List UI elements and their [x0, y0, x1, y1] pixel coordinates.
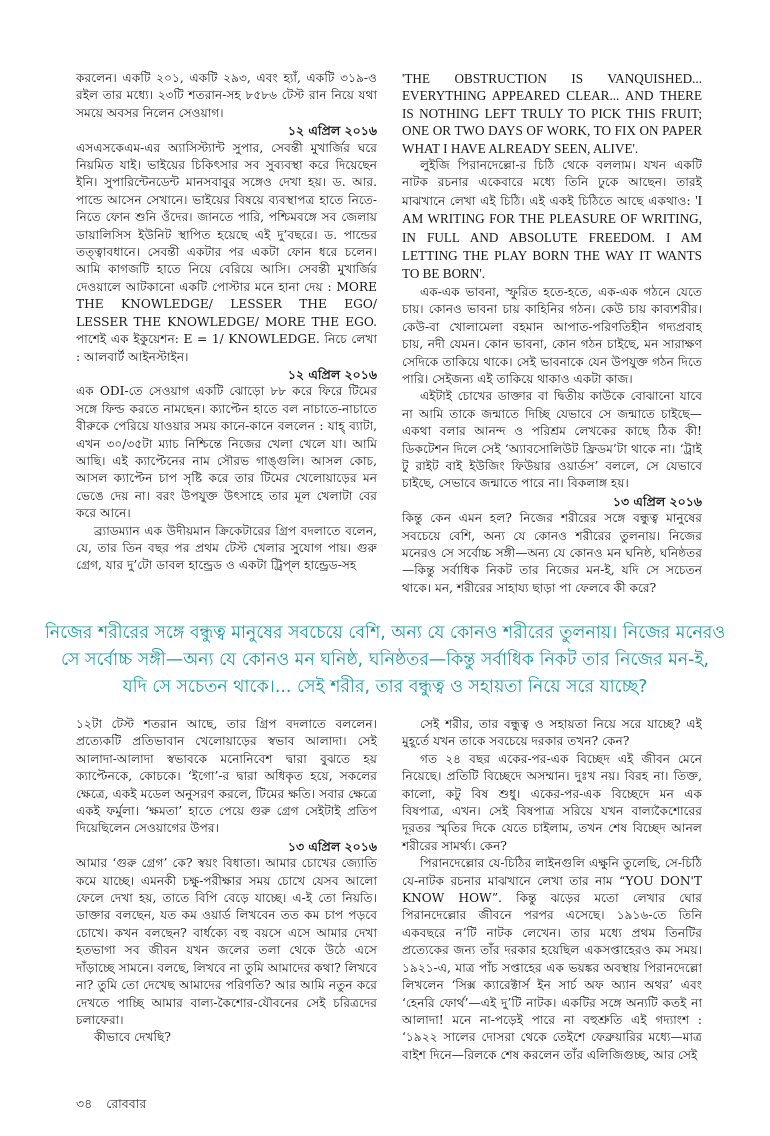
- paragraph: আমার ‘গুরু গ্রেগ’ কে? স্বয়ং বিধাতা। আমার চোখের জ্যোতি কমে যাচ্ছে। এমনকী চক্ষু-পরীক্ষার সময় চোখে যেসব আলো ফেলে দেখা হয়, তাতে বিপি বেড়ে যাচ্ছে। এ-ই তো নিয়তি। ডাক্তার বলছেন, যত কম ওয়ার্ড লিখবেন তত কম চাপ পড়বে চোখে। কখন বলছেন? বার্ধক্যে বহু বয়সে এসে আমার দেখা হতভাগা সব জীবন যখন জলের তলা থেকে উঠে এসে দাঁড়াচ্ছে সামনে। বলছে, লিখবে না তুমি আমাদের কথা? লিখবে না? তুমি তো দেখেছ আমাদের পরিণতি? আর আমি নতুন করে দেখতে পাচ্ছি আমার বাল্য-কৈশোর-যৌবনের সেই চরিত্রদের চলাফেরা।: [76, 856, 377, 1027]
- paragraph: করলেন। একটি ২০১, একটি ২৯৩, এবং হ্যাঁ, একটি ৩১৯-ও রইল তার মধ্যে। ২৩টি শতরান-সহ ৮৫৮৬ টেস্ট রান নিয়ে যথা সময়ে অবসর নিলেন সেওয়াগ।: [76, 71, 377, 120]
- paragraph: [402, 157, 702, 284]
- paragraph: এক-এক ভাবনা, স্ফুরিত হতে-হতে, এক-এক গঠনে যেতে চায়। কোনও ভাবনা চায় কাহিনির গঠন। কেউ চায় কাব্যশরীর। কেউ-বা খোলামেলা বহমান আপাত-পরিণতিহীন গদ্যপ্রবাহ চায়, নদী যেমন। কোন ভাবনা, কোন গঠন চাইছে, মন সারাক্ষণ সেদিকে তাকিয়ে থাকে। সেই ভাবনাকে যেন উপযুক্ত গঠন দিতে পারি। সেইজন্য এই তাকিয়ে থাকাও একটা কাজ।: [402, 284, 702, 386]
- paragraph-text: লুইজি পিরানদেল্লো-র চিঠি থেকে বললাম। যখন একটি নাটক রচনার একেবারে মধ্যে তিনি ঢুকে আছেন। তারই মাঝখানে লেখা এই চিঠি। এই একই চিঠিতে আছে একথাও:: [402, 158, 702, 208]
- paragraph: কিন্তু কেন এমন হল? নিজের শরীরের সঙ্গে বন্ধুত্ব মানুষের সবচেয়ে বেশি, অন্য যে কোনও শরীরের তুলনায়। নিজের মনেরও সে সর্বোচ্চ সঙ্গী—অন্য যে কোনও মন ঘনিষ্ঠ, ঘনিষ্ঠতর—কিন্তু সর্বাধিক নিকট তার নিজের মন-ই, যদি সে সচেতন থাকে। মন, শরীরের সাহায্য ছাড়া পা ফেলবে কী করে?: [402, 511, 702, 595]
- page-number: ৩৪: [76, 1096, 93, 1111]
- paragraph: গত ২৪ বছর একের-পর-এক বিচ্ছেদ এই জীবন মেনে নিয়েছে। প্রতিটি বিচ্ছেদে অসম্মান। দুঃখ নয়। বিরহ না। তিক্ত, কালো, কটু বিষ শুধু। একের-পর-এক বিচ্ছেদে মন এক বিষপাত্র, এখন। সেই বিষপাত্র সরিয়ে যখন বাল্যকৈশোরের দূরতর স্মৃতির দিকে যেতে চাইলাম, তখন শেষ বিচ্ছেদ আনল শরীরের সামর্থ্য। কেন?: [402, 751, 702, 853]
- bottom-left-column: [76, 716, 377, 1047]
- paragraph: ১২টা টেস্ট শতরান আছে, তার গ্রিপ বদলাতে বললেন। প্রত্যেকটি প্রতিভাবান খেলোয়াড়ের স্বভাব আলাদা। সেই আলাদা-আলাদা স্বভাবকে মনোনিবেশ দ্বারা বুঝতে হয় ক্যাপ্টেনকে, কোচকে। ‘ইগো’-র দ্বারা অধিকৃত হয়ে, সকলের ক্ষেত্রে, একই মডেল অনুসরণ করলে, টিমের ক্ষতি। সবার ক্ষেত্রে একই ফর্মুলা। ‘ক্ষমতা’ হাতে পেয়ে গুরু গ্রেগ সেইটাই প্রতিপ দিয়েছিলেন সেওয়াগের উপর।: [76, 717, 377, 836]
- date-heading: ১২ এপ্রিল ২০১৬: [287, 123, 377, 139]
- pull-quote-line: নিজের শরীরের সঙ্গে বন্ধুত্ব মানুষের সবচেয়ে বেশি, অন্য যে কোনও শরীরের তুলনায়। নিজের মনেরও: [44, 623, 726, 643]
- date-heading: ১২ এপ্রিল ২০১৬: [287, 366, 377, 382]
- paragraph: ব্র্যাডম্যান এক উদীয়মান ক্রিকেটারের গ্রিপ বদলাতে বলেন, যে, তার তিন বছর পর প্রথম টেস্ট খেলার সুযোগ পায়। গুরু গ্রেগ, যার দু’টো ডাবল হান্ড্রেড ও একটা ট্রিপ্‌ল হান্ড্রেড-সহ: [76, 523, 377, 573]
- page-footer: [76, 1096, 156, 1116]
- english-quote: 'THE OBSTRUCTION IS VANQUISHED... EVERYTHING APPEARED CLEAR... AND THERE IS NOTHING LEFT TRULY TO PICK THIS FRUIT; ONE OR TWO DAYS OF WORK, TO FIX ON PAPER WHAT I HAVE ALREADY SEEN, ALIVE'.: [402, 71, 702, 156]
- pull-quote-line: সে সর্বোচ্চ সঙ্গী—অন্য যে কোনও মন ঘনিষ্ঠ, ঘনিষ্ঠতর—কিন্তু সর্বাধিক নিকট তার নিজের মন-ই,: [60, 650, 710, 670]
- date-heading: ১৩ এপ্রিল ২০১৬: [287, 838, 377, 854]
- date-heading: ১৩ এপ্রিল ২০১৬: [612, 493, 702, 509]
- top-left-column: [76, 70, 377, 575]
- paragraph: সেই শরীর, তার বন্ধুত্ব ও সহায়তা নিয়ে সরে যাচ্ছে? এই মুহূর্তে যখন তাকে সবচেয়ে দরকার তখন? কেন?: [402, 717, 702, 749]
- top-right-column: [402, 70, 702, 597]
- paragraph: এইটাই চোখের ডাক্তার বা দ্বিতীয় কাউকে বোঝানো যাবে না আমি তাকে জন্মাতে দিচ্ছি যেভাবে সে জন্মাতে চাইছে—একথা বলার আনন্দ ও পরিশ্রম লেখকের কাছে ঠিক কী! ডিকটেশন দিলে সেই ‘অ্যাবসোলিউট ফ্রিডম’টা থাকে না। ‘ট্রাই টু রাইট বাই ইউজিং ফিউয়ার ওয়ার্ডস’ বললে, সে যেভাবে চাইছে, সেভাবে জন্মাতে পারে না। বিকলাঙ্গ হয়।: [402, 389, 702, 491]
- magazine-name: রোববার: [106, 1096, 147, 1111]
- pull-quote-line: যদি সে সচেতন থাকে।... সেই শরীর, তার বন্ধুত্ব ও সহায়তা নিয়ে সরে যাচ্ছে?: [122, 677, 648, 697]
- paragraph: এক ODI-তে সেওয়াগ একটি ঝোড়ো ৮৮ করে ফিরে টিমের সঙ্গে ফিল্ড করতে নামছেন। ক্যাপ্টেন হাতে বল নাচাতে-নাচাতে বীরুকে পেরিয়ে যাওয়ার সময় কানে-কানে বললেন : যাহ্ ব্যাটা, এখন ৩০/৩৫টা ম্যাচ নিশ্চিন্তে নিজের খেলা খেলে যা। আমি আছি। এই ক্যাপ্টেনের নাম সৌরভ গাঙ্গুলি। আসল কোচ, আসল ক্যাপ্টেন চাপ সৃষ্টি করে তার টিমের খেলোয়াড়ের মন ভেঙে দেয় না। বরং উপযুক্ত উৎসাহে তার মূল খেলাটা বের করে আনে।: [76, 384, 377, 521]
- paragraph: এসএসকেএম-এর অ্যাসিস্ট্যান্ট সুপার, সেবন্তী মুখার্জির ঘরে নিয়মিত যাই। ভাইয়ের চিকিৎসার সব সুব্যবস্থা করে দিয়েছেন ইনি। সুপারিন্টেনডেন্ট মানসবাবুর সঙ্গেও দেখা হয়। ড. আর. পান্ডে আসেন সেখানে। ভাইয়ের বিষয়ে ব্যবস্থাপত্র হাতে নিতে-নিতে ফোন শুনি ওঁদের। জানতে পারি, পশ্চিমবঙ্গে সব জেলায় ডায়ালিসিস ইউনিট স্থাপিত হয়েছে এই দু’বছরে। ড. পান্ডের তত্ত্বাবধানে। সেবন্তী একটার পর একটা ফোন ধরে চলেন। আমি কাগজটি হাতে নিয়ে বেরিয়ে আসি। সেবন্তী মুখার্জির দেওয়ালে আটকানো একটি পোস্টার মনে হানা দেয় : MORE THE KNOWLEDGE/ LESSER THE EGO/ LESSER THE KNOWLEDGE/ MORE THE EGO. পাশেই এক ইকুয়েশন: E = 1/ KNOWLEDGE. নিচে লেখা : আলবার্ট আইনস্টাইন।: [76, 140, 377, 364]
- pull-quote: [40, 620, 730, 701]
- paragraph: কীভাবে দেখছি?: [94, 1030, 171, 1045]
- paragraph: পিরানদেল্লোর যে-চিঠির লাইনগুলি এক্ষুনি তুলেছি, সে-চিঠি যে-নাটক রচনার মাঝখানে লেখা তার নাম “YOU DON'T KNOW HOW”. কিন্তু ঝড়ের মতো লেখার ঘোর পিরানদেল্লোর জীবনে পরপর এসেছে। ১৯১৬-তে তিনি একবছরে ন’টি নাটক লেখেন। তার মধ্যে প্রথম তিনটির প্রত্যেকের জন্য তাঁর দরকার হয়েছিল একসপ্তাহেরও কম সময়। ১৯২১-এ, মাত্র পাঁচ সপ্তাহের এক ভয়ঙ্কর অবস্থায় পিরানদেল্লো লিখলেন ‘সিক্স ক্যারেক্টার্স ইন সার্চ অফ অ্যান অথর’ এবং ‘হেনরি ফোর্থ’—এই দু’টি নাটক। একটির সঙ্গে অন্যটি কতই না আলাদা! মনে না-পড়েই পারে না বহুশ্রুতি এই গদ্যাংশ : ‘১৯২২ সালের দোসরা থেকে তেইশে ফেব্রুয়ারির মধ্যে—মাত্র বাইশ দিনে—রিলকে শেষ করলেন তাঁর এলিজিগুচ্ছ, আর সেই: [402, 856, 702, 1062]
- bottom-right-column: [402, 716, 702, 1064]
- english-quote: 'I AM WRITING FOR THE PLEASURE OF WRITING, IN FULL AND ABSOLUTE FREEDOM. I AM LETTING THE PLAY BORN THE WAY IT WANTS TO BE BORN'.: [402, 192, 702, 282]
